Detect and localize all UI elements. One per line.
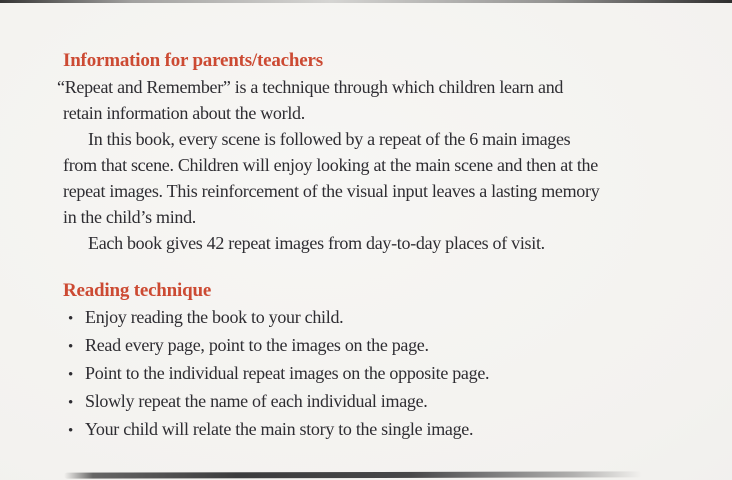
list-item-text: Your child will relate the main story to the single image. [85,419,474,439]
bullet-icon: • [68,339,73,355]
bullet-icon: • [68,395,73,411]
text-line: in the child’s mind. [63,207,196,227]
list-item-text: Enjoy reading the book to your child. [85,307,344,327]
reading-technique-bullet-list [63,304,694,444]
page-top-edge [0,0,732,3]
paragraph-each-book [63,230,694,256]
section-heading-info-for-parents: Information for parents/teachers [63,50,323,71]
text-line: from that scene. Children will enjoy looking at the main scene and then at the [63,155,598,175]
page-bottom-edge [64,471,642,478]
bullet-icon: • [68,367,73,383]
bullet-icon: • [68,311,73,327]
bullet-icon: • [68,423,73,439]
text-line: Each book gives 42 repeat images from day-to-day places of visit. [88,233,545,253]
section-heading-reading-technique: Reading technique [63,280,212,301]
list-item-text: Point to the individual repeat images on the opposite page. [85,363,490,383]
text-line: In this book, every scene is followed by a repeat of the 6 main images [88,129,571,149]
list-item [63,416,694,444]
list-item [63,304,694,332]
text-line: “Repeat and Remember” is a technique through which children learn and [57,77,564,97]
paragraph-in-this-book [63,126,694,230]
text-line: repeat images. This reinforcement of the visual input leaves a lasting memory [63,181,600,201]
paragraph-repeat-and-remember [57,74,694,126]
text-line: retain information about the world. [63,103,305,123]
list-item-text: Read every page, point to the images on the page. [85,335,429,355]
list-item [63,360,694,388]
list-item [63,388,694,416]
list-item [63,332,694,360]
page-content [57,47,694,444]
list-item-text: Slowly repeat the name of each individual image. [85,391,428,411]
